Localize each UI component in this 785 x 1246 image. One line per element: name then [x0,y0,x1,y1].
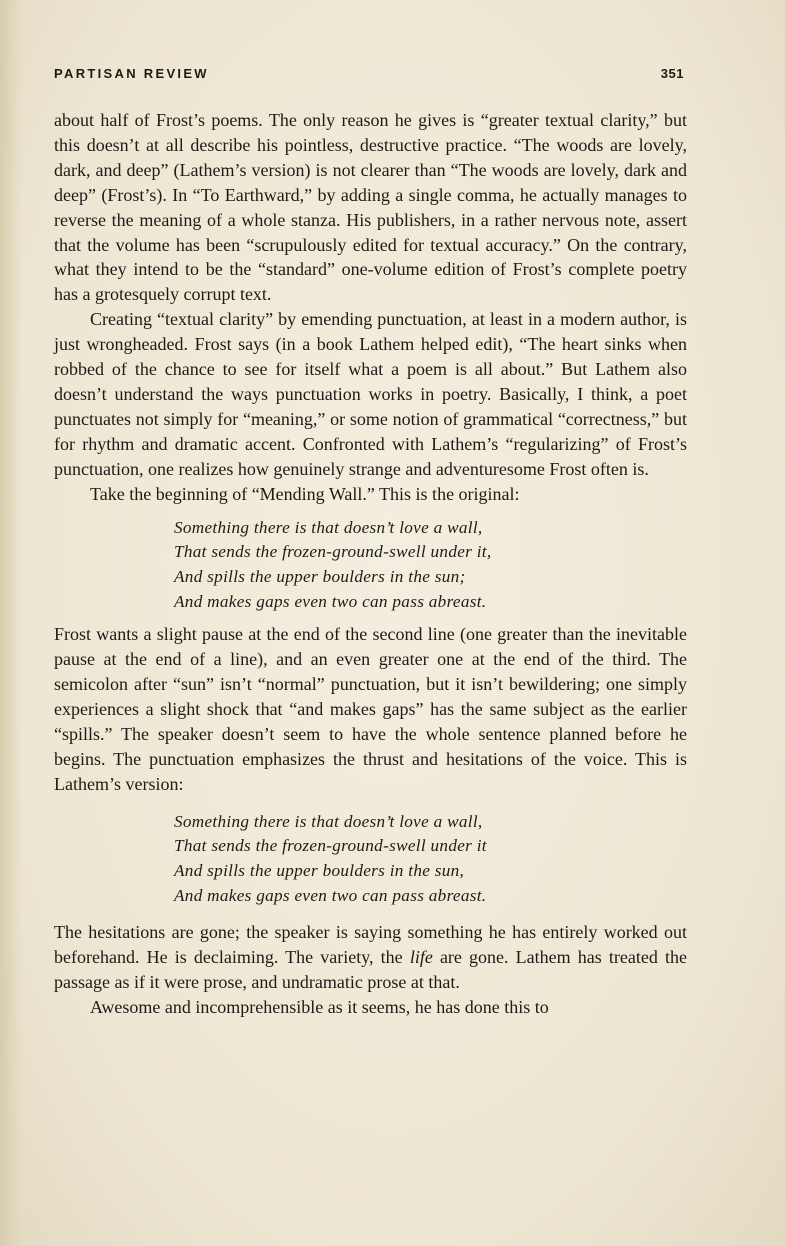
poem-line: And makes gaps even two can pass abreast. [174,885,487,905]
paragraph-4: Frost wants a slight pause at the end of the second line (one greater than the inevitable pause at the end of a line), and an even greater one at the end of the third. The semicolon after “sun” isn’t “normal” punctuation, but it isn’t bewildering; one simply experiences a slight shock that “and makes gaps” has the same subject as the earlier “spills.” The speaker doesn’t seem to have the whole sentence planned before he begins. The punctuation emphasizes the thrust and hesitations of the voice. This is Lathem’s version: [54,624,687,794]
paragraph-1: about half of Frost’s poems. The only reason he gives is “greater textual clarity,” but this doesn’t at all describe his pointless, destructive practice. “The woods are lovely, dark, and deep” (Lathem’s version) is not clearer than “The woods are lovely, dark and deep” (Frost’s). In “To Earthward,” by adding a single comma, he actually manages to reverse the meaning of a whole stanza. His publishers, in a rather nervous note, assert that the volume has been “scrupulously edited for textual accuracy.” On the contrary, what they intend to be the “standard” one-volume edition of Frost’s complete poetry has a grotesquely corrupt text. [54,110,687,305]
poem-line: That sends the frozen-ground-swell under it [174,836,487,856]
paragraph-2: Creating “textual clarity” by emending punctuation, at least in a modern author, is just wrongheaded. Frost says (in a book Lathem helped edit), “The heart sinks when robbed of the chance to see for itself what a poem is all about.” But Lathem also doesn’t understand the ways punctuation works in poetry. Basically, I think, a poet punctuates not simply for “meaning,” or some notion of grammatical “correctness,” but for rhythm and dramatic accent. Confronted with Lathem’s “regularizing” of Frost’s punctuation, one realizes how genuinely strange and adventuresome Frost often is. [54,309,687,479]
poem-line: And makes gaps even two can pass abreast. [174,591,487,611]
poem-original-quote [174,516,687,615]
paragraph-5-text-end: are gone. Lathem has treated the passage as if it were prose, and undramatic prose at that. [54,947,687,993]
paragraph-5-text-start: The hesitations are gone; the speaker is saying something he has entirely worked out beforehand. He is declaiming. The variety, the [54,922,687,968]
paragraph-6: Awesome and incomprehensible as it seems, he has done this to [90,997,549,1018]
page-gutter-shadow [0,0,22,1246]
paragraph-3: Take the beginning of “Mending Wall.” This is the original: [90,483,520,504]
poem-line: And spills the upper boulders in the sun; [174,566,466,586]
paragraph-5-italic-word: life [409,947,433,968]
poem-line: That sends the frozen-ground-swell under it, [174,542,492,562]
page-number: 351 [660,66,684,81]
poem-line: Something there is that doesn’t love a wall, [174,811,483,831]
poem-line: And spills the upper boulders in the sun, [174,861,465,881]
page-header [54,66,684,86]
poem-line: Something there is that doesn’t love a wall, [174,517,483,537]
paragraph-5 [54,920,687,995]
poem-lathem-quote [174,810,687,909]
running-head: PARTISAN REVIEW [54,66,209,81]
article-body [54,108,687,1020]
